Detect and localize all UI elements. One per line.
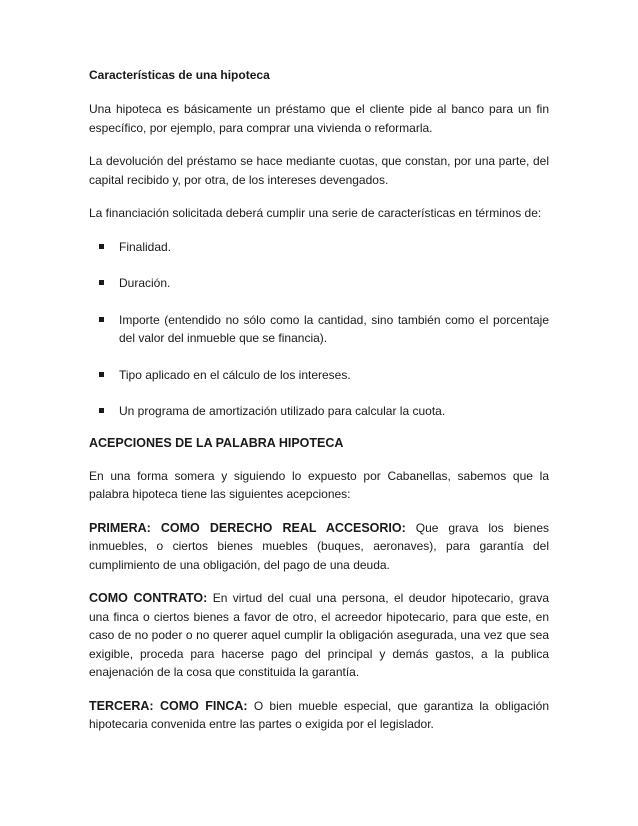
document-page bbox=[89, 66, 549, 749]
characteristics-list bbox=[89, 238, 549, 421]
bullet-square-icon bbox=[99, 408, 104, 413]
list-item-text: Finalidad. bbox=[119, 239, 172, 254]
bullet-square-icon bbox=[99, 280, 104, 285]
list-item-text: Tipo aplicado en el cálculo de los intereses. bbox=[119, 367, 351, 382]
list-item bbox=[89, 402, 549, 421]
list-item bbox=[89, 311, 549, 348]
paragraph: Una hipoteca es básicamente un préstamo que el cliente pide al banco para un fin específico, por ejemplo, para comprar una vivienda o reformarla. bbox=[89, 102, 549, 135]
paragraph: La financiación solicitada deberá cumplir una serie de características en términos de: bbox=[89, 206, 542, 220]
definition-lead: PRIMERA: COMO DERECHO REAL ACCESORIO: bbox=[89, 520, 406, 535]
definition-lead: COMO CONTRATO: bbox=[89, 591, 208, 605]
intro-paragraph: En una forma somera y siguiendo lo expuesto por Cabanellas, sabemos que la palabra hipoteca tiene las siguientes acepciones: bbox=[89, 468, 549, 501]
definition-text: En virtud del cual una persona, el deudor hipotecario, grava una finca o ciertos bienes a favor de otro, el acreedor hipotecario, para que este, en caso de no poder o no querer aquel cumplir la obligación asegurada, una vez que sea exigible, proceda para hacerse pago del principal y demás gastos, a la publica enajenación de la cosa que constituida la garantía. bbox=[89, 591, 549, 679]
list-item-text: Importe (entendido no sólo como la cantidad, sino también como el porcentaje del valor del inmueble que se financia). bbox=[119, 312, 549, 345]
definition-lead: TERCERA: COMO FINCA: bbox=[89, 698, 248, 713]
bullet-square-icon bbox=[99, 317, 104, 322]
definition-third bbox=[89, 697, 549, 734]
list-item-text: Un programa de amortización utilizado para calcular la cuota. bbox=[119, 404, 446, 418]
section-title: Características de una hipoteca bbox=[89, 68, 270, 82]
definition-text: Que grava los bienes inmuebles, o ciertos bienes muebles (buques, aeronaves), para garantía del cumplimiento de una obligación, del pago de una deuda. bbox=[89, 520, 549, 572]
list-item bbox=[89, 366, 549, 385]
bullet-square-icon bbox=[99, 244, 104, 249]
paragraph: La devolución del préstamo se hace mediante cuotas, que constan, por una parte, del capital recibido y, por otra, de los intereses devengados. bbox=[89, 154, 549, 187]
bullet-square-icon bbox=[99, 372, 104, 377]
definition-first bbox=[89, 519, 549, 575]
section-heading: ACEPCIONES DE LA PALABRA HIPOTECA bbox=[89, 435, 344, 450]
list-item bbox=[89, 274, 549, 293]
definition-contract bbox=[89, 589, 549, 682]
list-item bbox=[89, 238, 549, 257]
definition-text: O bien mueble especial, que garantiza la obligación hipotecaria convenida entre las partes o exigida por el legislador. bbox=[89, 698, 549, 731]
list-item-text: Duración. bbox=[119, 276, 171, 290]
